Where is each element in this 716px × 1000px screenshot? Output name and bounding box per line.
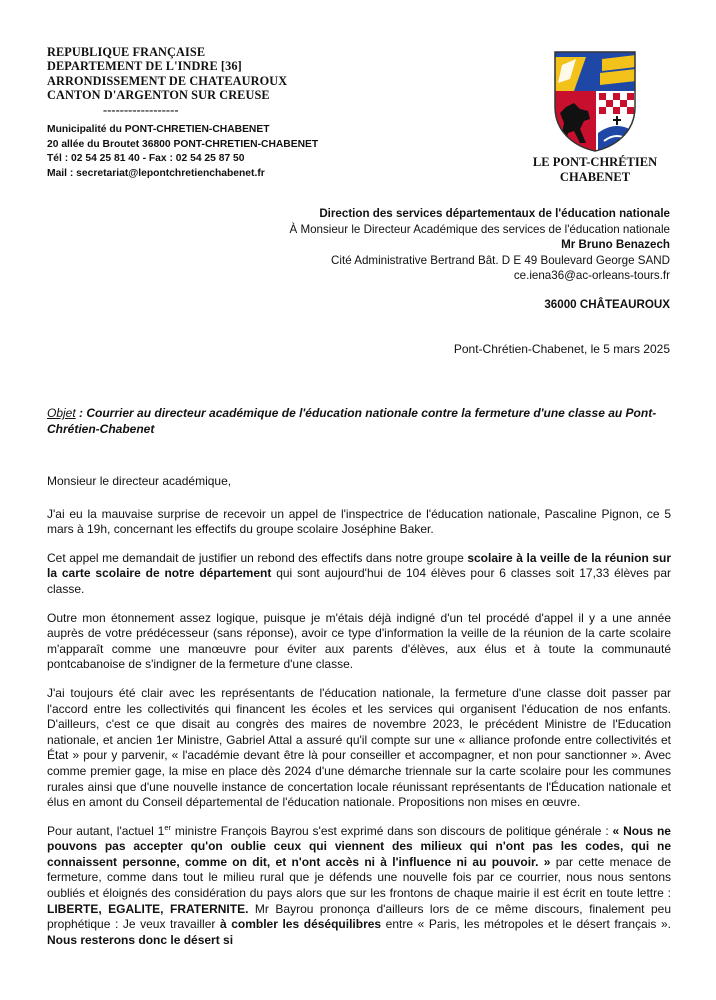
p5-part-a: Pour autant, l'actuel 1 — [47, 823, 165, 838]
commune-name — [520, 155, 670, 184]
p5-part-h: entre « Paris, les métropoles et le désert français ». — [381, 917, 671, 932]
admin-line-arrondissement: ARRONDISSEMENT DE CHATEAUROUX — [47, 73, 288, 88]
admin-line-departement: DEPARTEMENT DE L'INDRE [36] — [47, 59, 242, 74]
admin-line-canton: CANTON D'ARGENTON SUR CREUSE — [47, 88, 270, 103]
p5-motto: LIBERTE, EGALITE, FRATERNITE. — [47, 901, 249, 916]
subject-label: Objet — [47, 406, 76, 420]
letter-subject — [47, 405, 671, 437]
recipient-city: 36000 CHÂTEAUROUX — [544, 297, 670, 311]
letter-body — [47, 474, 671, 961]
letter-date: Pont-Chrétien-Chabenet, le 5 mars 2025 — [453, 342, 670, 356]
p2-part-c: qui sont aujourd'hui de 104 élèves pour 6 classes soit 17,33 élèves par classe. — [47, 566, 671, 596]
p5-part-f: Mr Bayrou prononça d'ailleurs lors de ce même discours, finalement peu prophétique : Je veux travailler — [47, 901, 671, 932]
p2-part-a: Cet appel me demandait de justifier un rebond des effectifs dans notre groupe — [47, 550, 468, 565]
recipient-street: Cité Administrative Bertrand Bât. D E 49 Boulevard George SAND — [331, 253, 670, 267]
paragraph-4: J'ai toujours été clair avec les représentants de l'éducation nationale, la fermeture d'une classe doit passer par l'accord entre les collectivités qui financent les écoles et les services qui organisent l'éducation de nos enfants. D'ailleurs, c'est ce que disait au congrès des maires de novembre 2023, le précédent Ministre de l'Education nationale, et ancien 1er Ministre, Gabriel Attal a assuré qu'il compte sur une « alliance profonde entre collectivités et État » pour y parvenir, « l'académie devant être là pour conseiller et accompagner, et non pour sanctionner ». Avec comme premier gage, la mise en place dès 2024 d'une démarche triennale sur la carte scolaire pour les communes rurales ainsi que d'une nouvelle instance de concertation locale réunissant représentants de l'Éducation nationale et élus en amont du Conseil départemental de l'éducation nationale. Propositions non mises en œuvre. — [47, 685, 671, 810]
p5-part-d: par cette menace de fermeture, comme dans tout le milieu rural que je défends une nouvelle fois par ce courrier, nous nous sentons oubliés et éloignés des considération du pays alors que sur les frontons de chaque mairie il est écrit en toute lettre : — [47, 854, 672, 901]
p2-bold: scolaire à la veille de la réunion sur la carte scolaire de notre département — [47, 550, 672, 581]
paragraph-1: J'ai eu la mauvaise surprise de recevoir un appel de l'inspectrice de l'éducation nationale, Pascaline Pignon, ce 5 mars à 19h, concernant les effectifs du groupe scolaire Joséphine Baker. — [47, 506, 671, 537]
commune-name-line-1: LE PONT-CHRÉTIEN — [532, 155, 658, 169]
commune-name-line-2: CHABENET — [559, 169, 631, 184]
municipality-phone-fax: Tél : 02 54 25 81 40 - Fax : 02 54 25 87 50 — [47, 153, 245, 165]
paragraph-2 — [47, 551, 671, 598]
p5-emphasis: à combler les déséquilibres — [219, 917, 382, 932]
admin-line-republique: REPUBLIQUE FRANÇAISE — [47, 45, 206, 59]
p5-superscript: er — [164, 822, 171, 832]
recipient-direction: Direction des services départementaux de l'éducation nationale — [319, 207, 670, 220]
subject-text: : Courrier au directeur académique de l'éducation nationale contre la fermeture d'une classe au Pont-Chrétien-Chabenet — [47, 406, 657, 436]
municipality-name: Municipalité du PONT-CHRETIEN-CHABENET — [47, 124, 270, 135]
p5-closing: Nous resterons donc le désert si — [47, 932, 234, 947]
p5-part-b: ministre François Bayrou s'est exprimé dans son discours de politique générale : — [171, 823, 613, 838]
admin-separator: ------------------ — [103, 102, 179, 117]
recipient-name: Mr Bruno Benazech — [561, 238, 670, 252]
recipient-address — [289, 206, 670, 313]
coat-of-arms-icon — [552, 49, 638, 153]
recipient-title: À Monsieur le Directeur Académique des services de l'éducation nationale — [289, 222, 670, 236]
administrative-header — [47, 45, 287, 117]
recipient-email: ce.iena36@ac-orleans-tours.fr — [513, 269, 670, 283]
municipality-address: 20 allée du Broutet 36800 PONT-CHRETIEN-CHABENET — [47, 138, 319, 150]
paragraph-5 — [47, 824, 671, 949]
salutation: Monsieur le directeur académique, — [47, 474, 232, 488]
paragraph-3: Outre mon étonnement assez logique, puisque je m'étais déjà indigné d'un tel procédé d'appel il y a une année auprès de votre prédécesseur (sans réponse), avoir ce type d'information la veille de la réunion de la carte scolaire m'apparaît comme une manœuvre pour éviter aux parents d'élèves, aux élus et à toute la communauté pontcabanoise de s'indigner de la fermeture d'une classe. — [47, 610, 671, 672]
p5-quote: « Nous ne pouvons pas accepter qu'on oublie ceux qui viennent des milieux qui n'ont pas les codes, qui ne connaissent personne, comme on dit, et n'ont accès ni à l'influence ni au pouvoir. » — [47, 823, 671, 869]
municipality-email: Mail : secretariat@lepontchretienchabenet.fr — [47, 167, 265, 179]
municipality-contact — [47, 123, 318, 181]
